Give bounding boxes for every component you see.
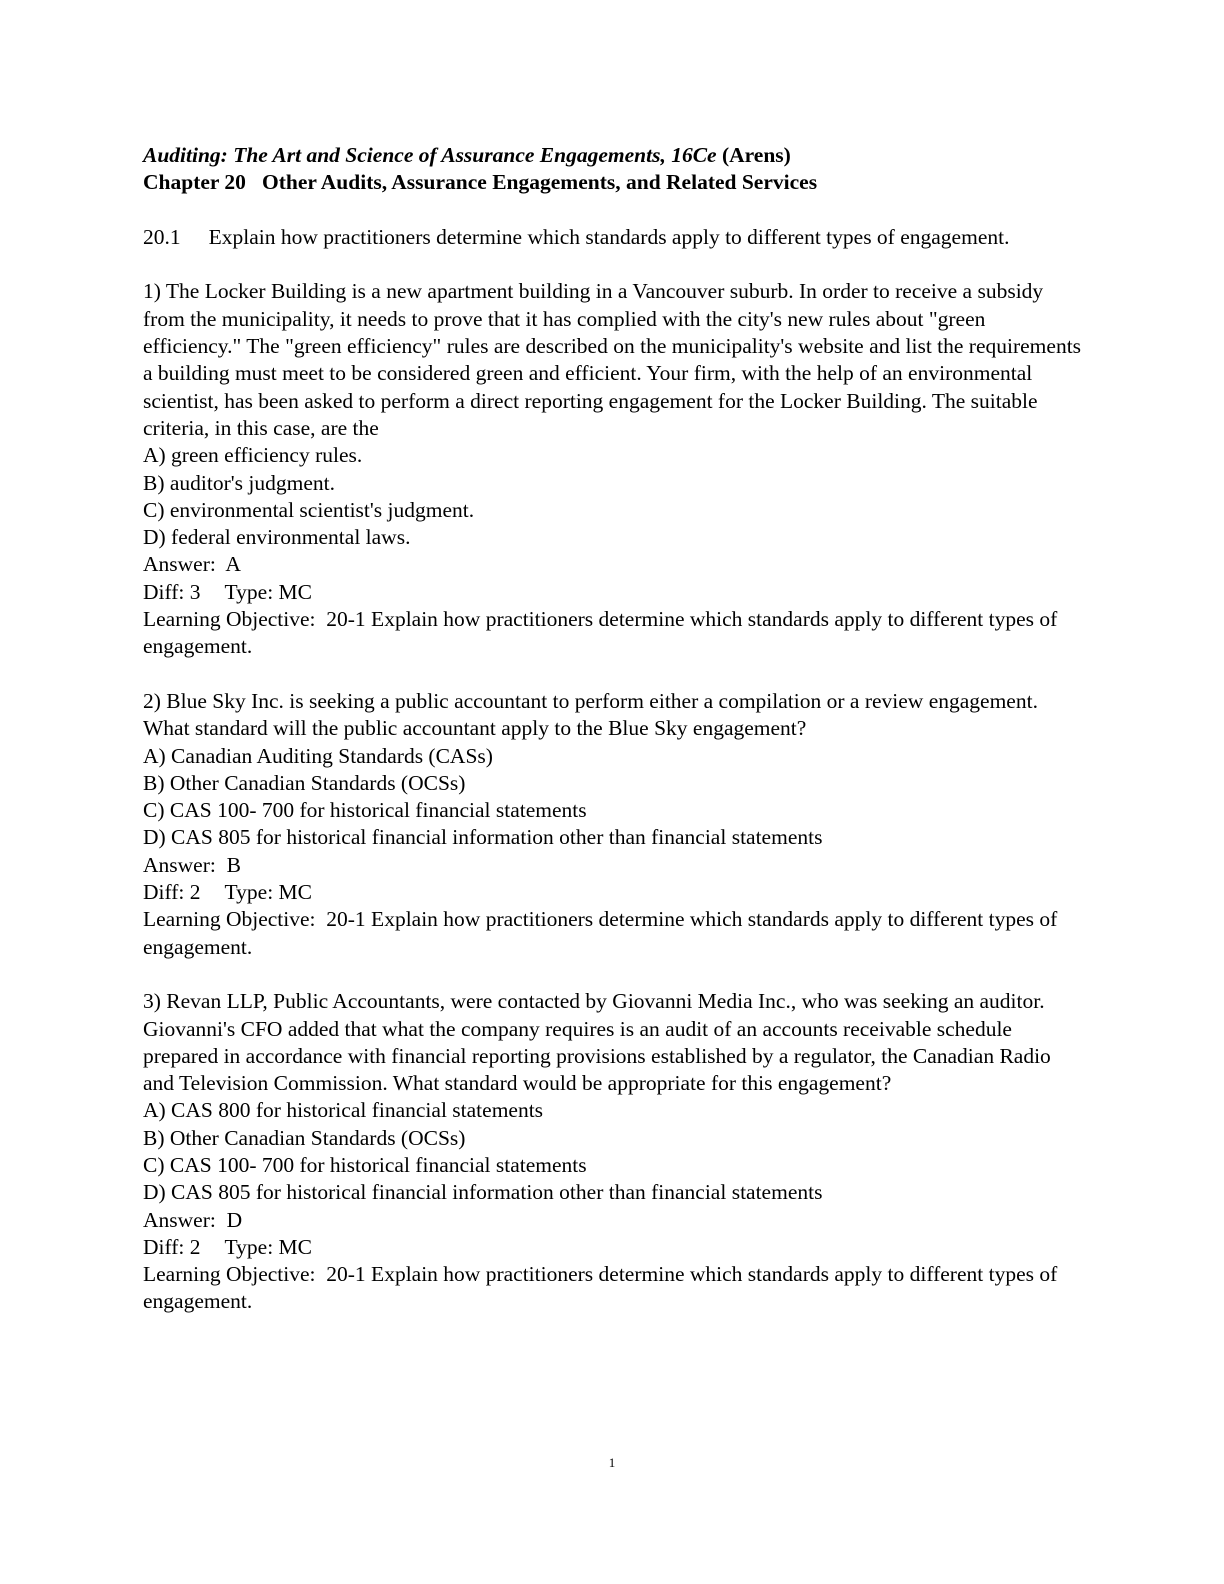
- book-title-line: [143, 142, 1083, 169]
- option-c: C) environmental scientist's judgment.: [143, 497, 475, 522]
- book-author: (Arens): [721, 143, 791, 167]
- difficulty: Diff: 3: [143, 579, 201, 604]
- option-a: A) green efficiency rules.: [143, 443, 363, 468]
- option-b: B) auditor's judgment.: [143, 470, 335, 495]
- question-type: Type: MC: [224, 1234, 313, 1259]
- question-learning-objective: Learning Objective: 20-1 Explain how practitioners determine which standards apply to different types of engagement.: [143, 907, 1063, 959]
- answer: Answer: A: [143, 552, 241, 577]
- question-1: [143, 278, 1083, 660]
- difficulty-type: [143, 879, 1083, 906]
- option-a: A) CAS 800 for historical financial statements: [143, 1098, 544, 1123]
- question-stem: 1) The Locker Building is a new apartment building in a Vancouver suburb. In order to receive a subsidy from the municipality, it needs to prove that it has complied with the city's new rules about "green efficiency." The "green efficiency" rules are described on the municipality's website and list the requirements a building must meet to be considered green and efficient. Your firm, with the help of an environmental scientist, has been asked to perform a direct reporting engagement for the Locker Building. The suitable criteria, in this case, are the: [143, 279, 1082, 440]
- option-a: A) Canadian Auditing Standards (CASs): [143, 743, 493, 768]
- difficulty: Diff: 2: [143, 1234, 201, 1259]
- question-stem: 3) Revan LLP, Public Accountants, were contacted by Giovanni Media Inc., who was seeking an auditor. Giovanni's CFO added that what the company requires is an audit of an accounts receivable schedule prepared in accordance with financial reporting provisions established by a regulator, the Canadian Radio and Television Commission. What standard would be appropriate for this engagement?: [143, 989, 1051, 1096]
- page-number: 1: [608, 1455, 616, 1470]
- objective-number: 20.1: [143, 224, 181, 249]
- difficulty-type: [143, 579, 1083, 606]
- document-page: [143, 142, 1083, 1316]
- option-d: D) CAS 805 for historical financial information other than financial statements: [143, 1180, 823, 1205]
- chapter-title: Chapter 20 Other Audits, Assurance Engagements, and Related Services: [143, 170, 818, 195]
- question-stem: 2) Blue Sky Inc. is seeking a public accountant to perform either a compilation or a review engagement. What standard will the public accountant apply to the Blue Sky engagement?: [143, 688, 1038, 741]
- option-b: B) Other Canadian Standards (OCSs): [143, 1125, 466, 1150]
- difficulty-type: [143, 1234, 1083, 1261]
- book-title: Auditing: The Art and Science of Assurance Engagements, 16Ce: [143, 143, 717, 167]
- question-type: Type: MC: [224, 880, 313, 905]
- question-learning-objective: Learning Objective: 20-1 Explain how practitioners determine which standards apply to different types of engagement.: [143, 607, 1063, 659]
- objective-text: Explain how practitioners determine which standards apply to different types of engagement.: [208, 224, 1010, 249]
- option-c: C) CAS 100- 700 for historical financial statements: [143, 798, 587, 823]
- option-d: D) CAS 805 for historical financial information other than financial statements: [143, 825, 823, 850]
- question-3: [143, 988, 1083, 1316]
- question-type: Type: MC: [224, 579, 313, 604]
- option-b: B) Other Canadian Standards (OCSs): [143, 770, 466, 795]
- answer: Answer: B: [143, 852, 241, 877]
- difficulty: Diff: 2: [143, 880, 201, 905]
- option-c: C) CAS 100- 700 for historical financial statements: [143, 1152, 587, 1177]
- question-learning-objective: Learning Objective: 20-1 Explain how practitioners determine which standards apply to different types of engagement.: [143, 1262, 1063, 1314]
- answer: Answer: D: [143, 1207, 243, 1232]
- learning-objective-heading: [143, 224, 1083, 251]
- option-d: D) federal environmental laws.: [143, 525, 411, 550]
- question-2: [143, 688, 1083, 961]
